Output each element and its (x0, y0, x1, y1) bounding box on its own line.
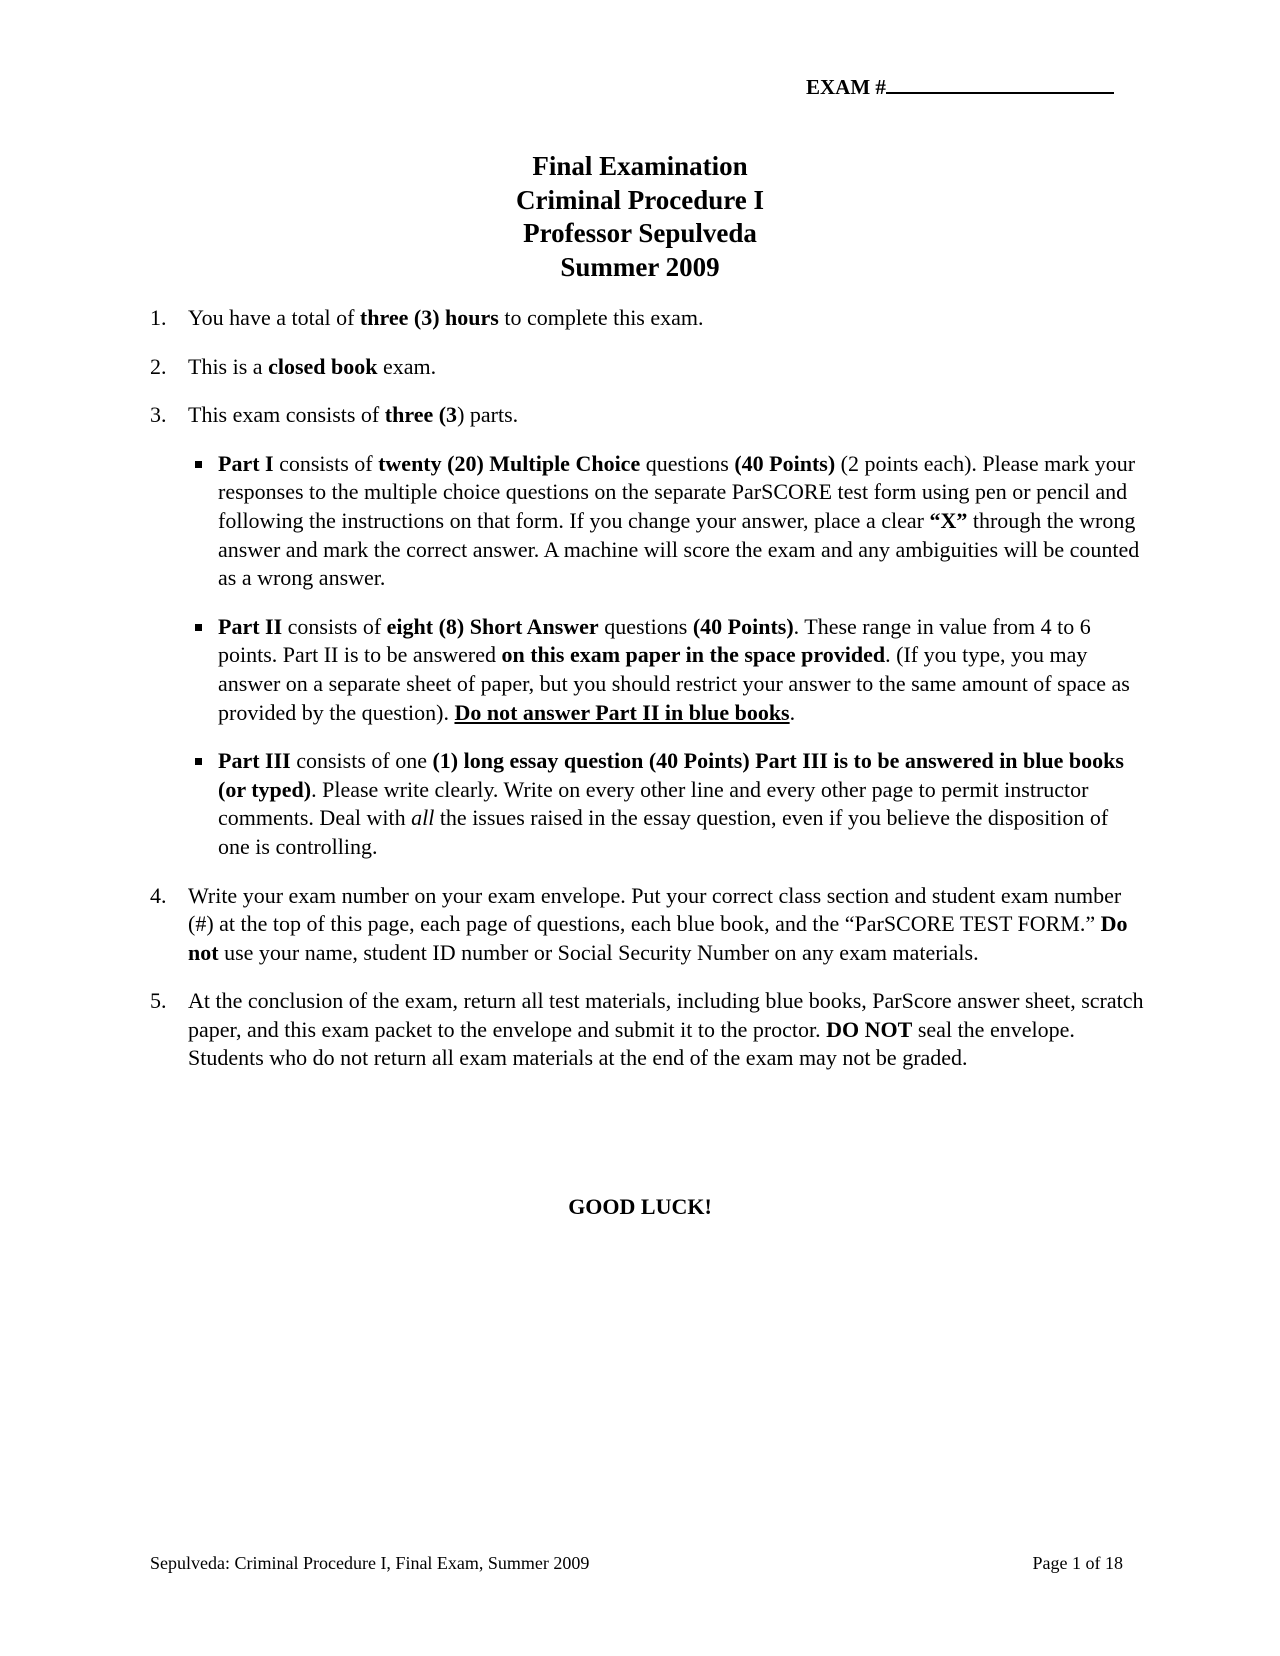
text: exam. (377, 353, 437, 379)
text-bold: closed book (268, 353, 378, 379)
exam-title (0, 150, 1280, 284)
closing-text: GOOD LUCK! (568, 1194, 712, 1219)
text-bold: three (3 (384, 402, 458, 428)
instructions-list (150, 304, 1150, 1093)
title-line-1: Final Examination (532, 151, 748, 181)
text: Write your exam number on your exam envelope. Put your correct class section and student exam number (#) at the top of this page, each page of questions, each blue book, and the “ParSCORE TEST FORM.” (188, 882, 1122, 937)
text: consists of (273, 450, 379, 476)
instruction-3 (150, 401, 1150, 861)
text: . Please write clearly. Write on every other line and every other page to permit instructor comments. Deal with (218, 776, 1089, 831)
bullet-square-icon (195, 624, 202, 631)
text: to complete this exam. (498, 305, 704, 330)
text-bold: twenty (20) Multiple Choice (378, 450, 641, 476)
text: This exam consists of (188, 402, 385, 428)
text-bold-underlined: Do not answer Part II in blue books (454, 699, 790, 725)
text-italic: all (411, 805, 435, 831)
text-bold: “X” (929, 507, 968, 533)
instruction-number: 5. (150, 988, 167, 1014)
exam-number-label: EXAM # (806, 75, 886, 99)
text: use your name, student ID number or Social Security Number on any exam materials. (218, 939, 979, 965)
bullet-square-icon (195, 461, 202, 468)
exam-number-field (806, 74, 1114, 100)
instruction-number: 2. (150, 353, 167, 379)
exam-number-blank (886, 74, 1114, 94)
instruction-1 (150, 304, 1150, 333)
footer-course-info: Sepulveda: Criminal Procedure I, Final Exam, Summer 2009 (150, 1553, 590, 1573)
text: consists of (282, 613, 387, 639)
bullet-square-icon (195, 758, 202, 765)
parts-list (188, 450, 1150, 862)
instruction-number: 4. (150, 882, 167, 908)
text: This is a (188, 353, 269, 379)
text: through the wrong answer and mark the correct answer. A machine will score the exam and any ambiguities will be counted as a wrong answer. (218, 507, 1140, 591)
text-bold: Part I (218, 450, 274, 476)
title-line-3: Professor Sepulveda (523, 218, 757, 248)
text: . (789, 699, 796, 725)
title-line-4: Summer 2009 (560, 251, 720, 282)
title-line-2: Criminal Procedure I (516, 184, 764, 215)
text: consists of one (290, 748, 433, 774)
instruction-4 (150, 882, 1150, 968)
text: . (If you type, you may answer on a separate sheet of paper, but you should restrict your answer to the same amount of space as provided by the question). (218, 642, 1130, 725)
part-1-item (188, 450, 1140, 593)
text: questions (598, 613, 693, 639)
text-bold: (1) long essay question (40 Points) Part III is to be answered in blue books (or typed) (218, 748, 1124, 802)
instruction-2 (150, 353, 1150, 382)
text: seal the envelope. Students who do not return all exam materials at the end of the exam may not be graded. (188, 1016, 1075, 1071)
text: questions (640, 450, 735, 476)
instruction-number: 3. (150, 402, 167, 428)
text: the issues raised in the essay question, even if you believe the disposition of one is controlling. (218, 805, 1109, 859)
part-3-item (188, 747, 1140, 861)
text: (2 points each). Please mark your responses to the multiple choice questions on the separate ParSCORE test form using pen or pencil and following the instructions on that form. If you change your answer, place a clear (218, 450, 1136, 533)
text: ) parts. (457, 402, 519, 428)
text: . These range in value from 4 to 6 points. Part II is to be answered (218, 613, 1091, 668)
text-bold: three (3) hours (359, 305, 499, 330)
text-bold: on this exam paper in the space provided (501, 642, 886, 668)
instruction-number: 1. (150, 305, 167, 330)
text: You have a total of (188, 305, 360, 330)
text-bold: (40 Points) (692, 613, 794, 639)
text: At the conclusion of the exam, return all test materials, including blue books, ParScore answer sheet, scratch paper, and this exam packet to the envelope and submit it to the proctor. (188, 988, 1144, 1042)
text-bold: DO NOT (826, 1016, 913, 1042)
instruction-5 (150, 987, 1150, 1073)
part-2-item (188, 613, 1140, 727)
text-bold: eight (8) Short Answer (386, 613, 599, 639)
footer-page-number: Page 1 of 18 (1032, 1553, 1123, 1573)
text-bold: Part II (218, 613, 283, 639)
text-bold: Do not (188, 911, 1128, 965)
text-bold: Part III (218, 748, 291, 774)
text-bold: (40 Points) (734, 450, 836, 476)
